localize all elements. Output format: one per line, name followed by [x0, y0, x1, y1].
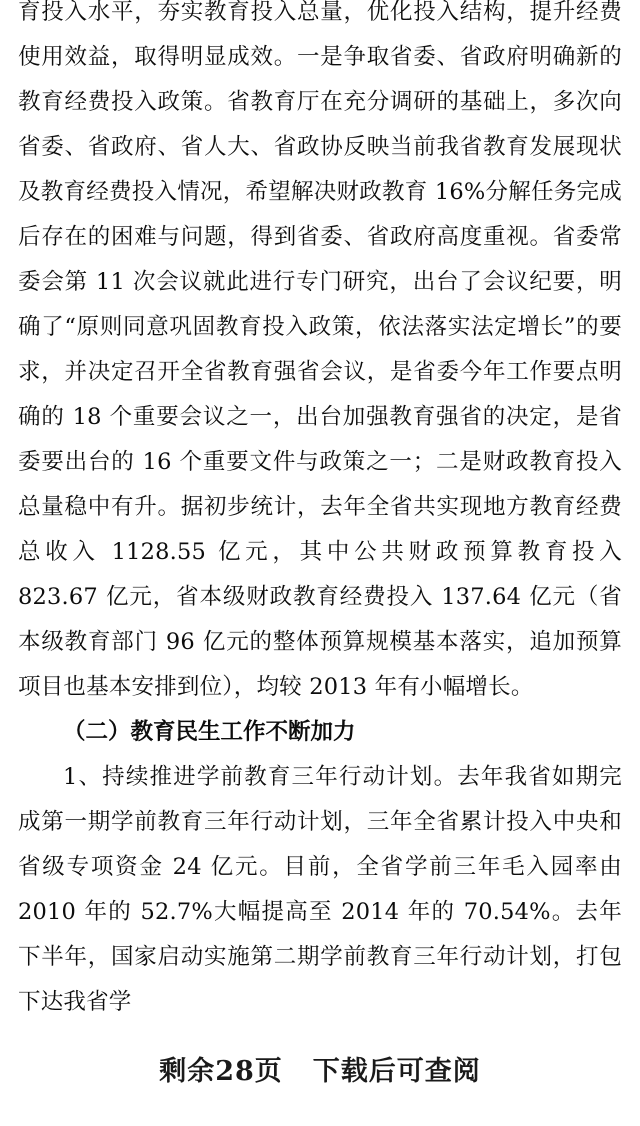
section-heading-education-livelihood: （二）教育民生工作不断加力: [63, 719, 356, 745]
paragraph-preschool-plan: 1、持续推进学前教育三年行动计划。去年我省如期完成第一期学前教育三年行动计划，三年全省累计投入中央和省级专项资金 24 亿元。目前，全省学前三年毛入园率由 2010 年的 52.7%大幅提高至 2014 年的 70.54%。去年下半年，国家启动实施第二期学前教育三年行动计划，打包下达我省学: [18, 764, 622, 1015]
paragraph-education-investment: 育投入水平，夯实教育投入总量，优化投入结构，提升经费使用效益，取得明显成效。一是争取省委、省政府明确新的教育经费投入政策。省教育厅在充分调研的基础上，多次向省委、省政府、省人大、省政协反映当前我省教育发展现状及教育经费投入情况，希望解决财政教育 16%分解任务完成后存在的困难与问题，得到省委、省政府高度重视。省委常委会第 11 次会议就此进行专门研究，出台了会议纪要，明确了“原则同意巩固教育投入政策，依法落实法定增长”的要求，并决定召开全省教育强省会议，是省委今年工作要点明确的 18 个重要会议之一，出台加强教育强省的决定，是省委要出台的 16 个重要文件与政策之一；二是财政教育投入总量稳中有升。据初步统计，去年全省共实现地方教育经费总收入 1128.55 亿元，其中公共财政预算教育投入 823.67 亿元，省本级财政教育经费投入 137.64 亿元（省本级教育部门 96 亿元的整体预算规模基本落实，追加预算项目也基本安排到位），均较 2013 年有小幅增长。: [18, 0, 622, 700]
remaining-pages-label: 剩余28页: [159, 1056, 283, 1087]
download-hint-label[interactable]: 下载后可查阅: [312, 1056, 481, 1087]
page-footer: [0, 1049, 640, 1088]
document-body: [18, 0, 622, 1025]
